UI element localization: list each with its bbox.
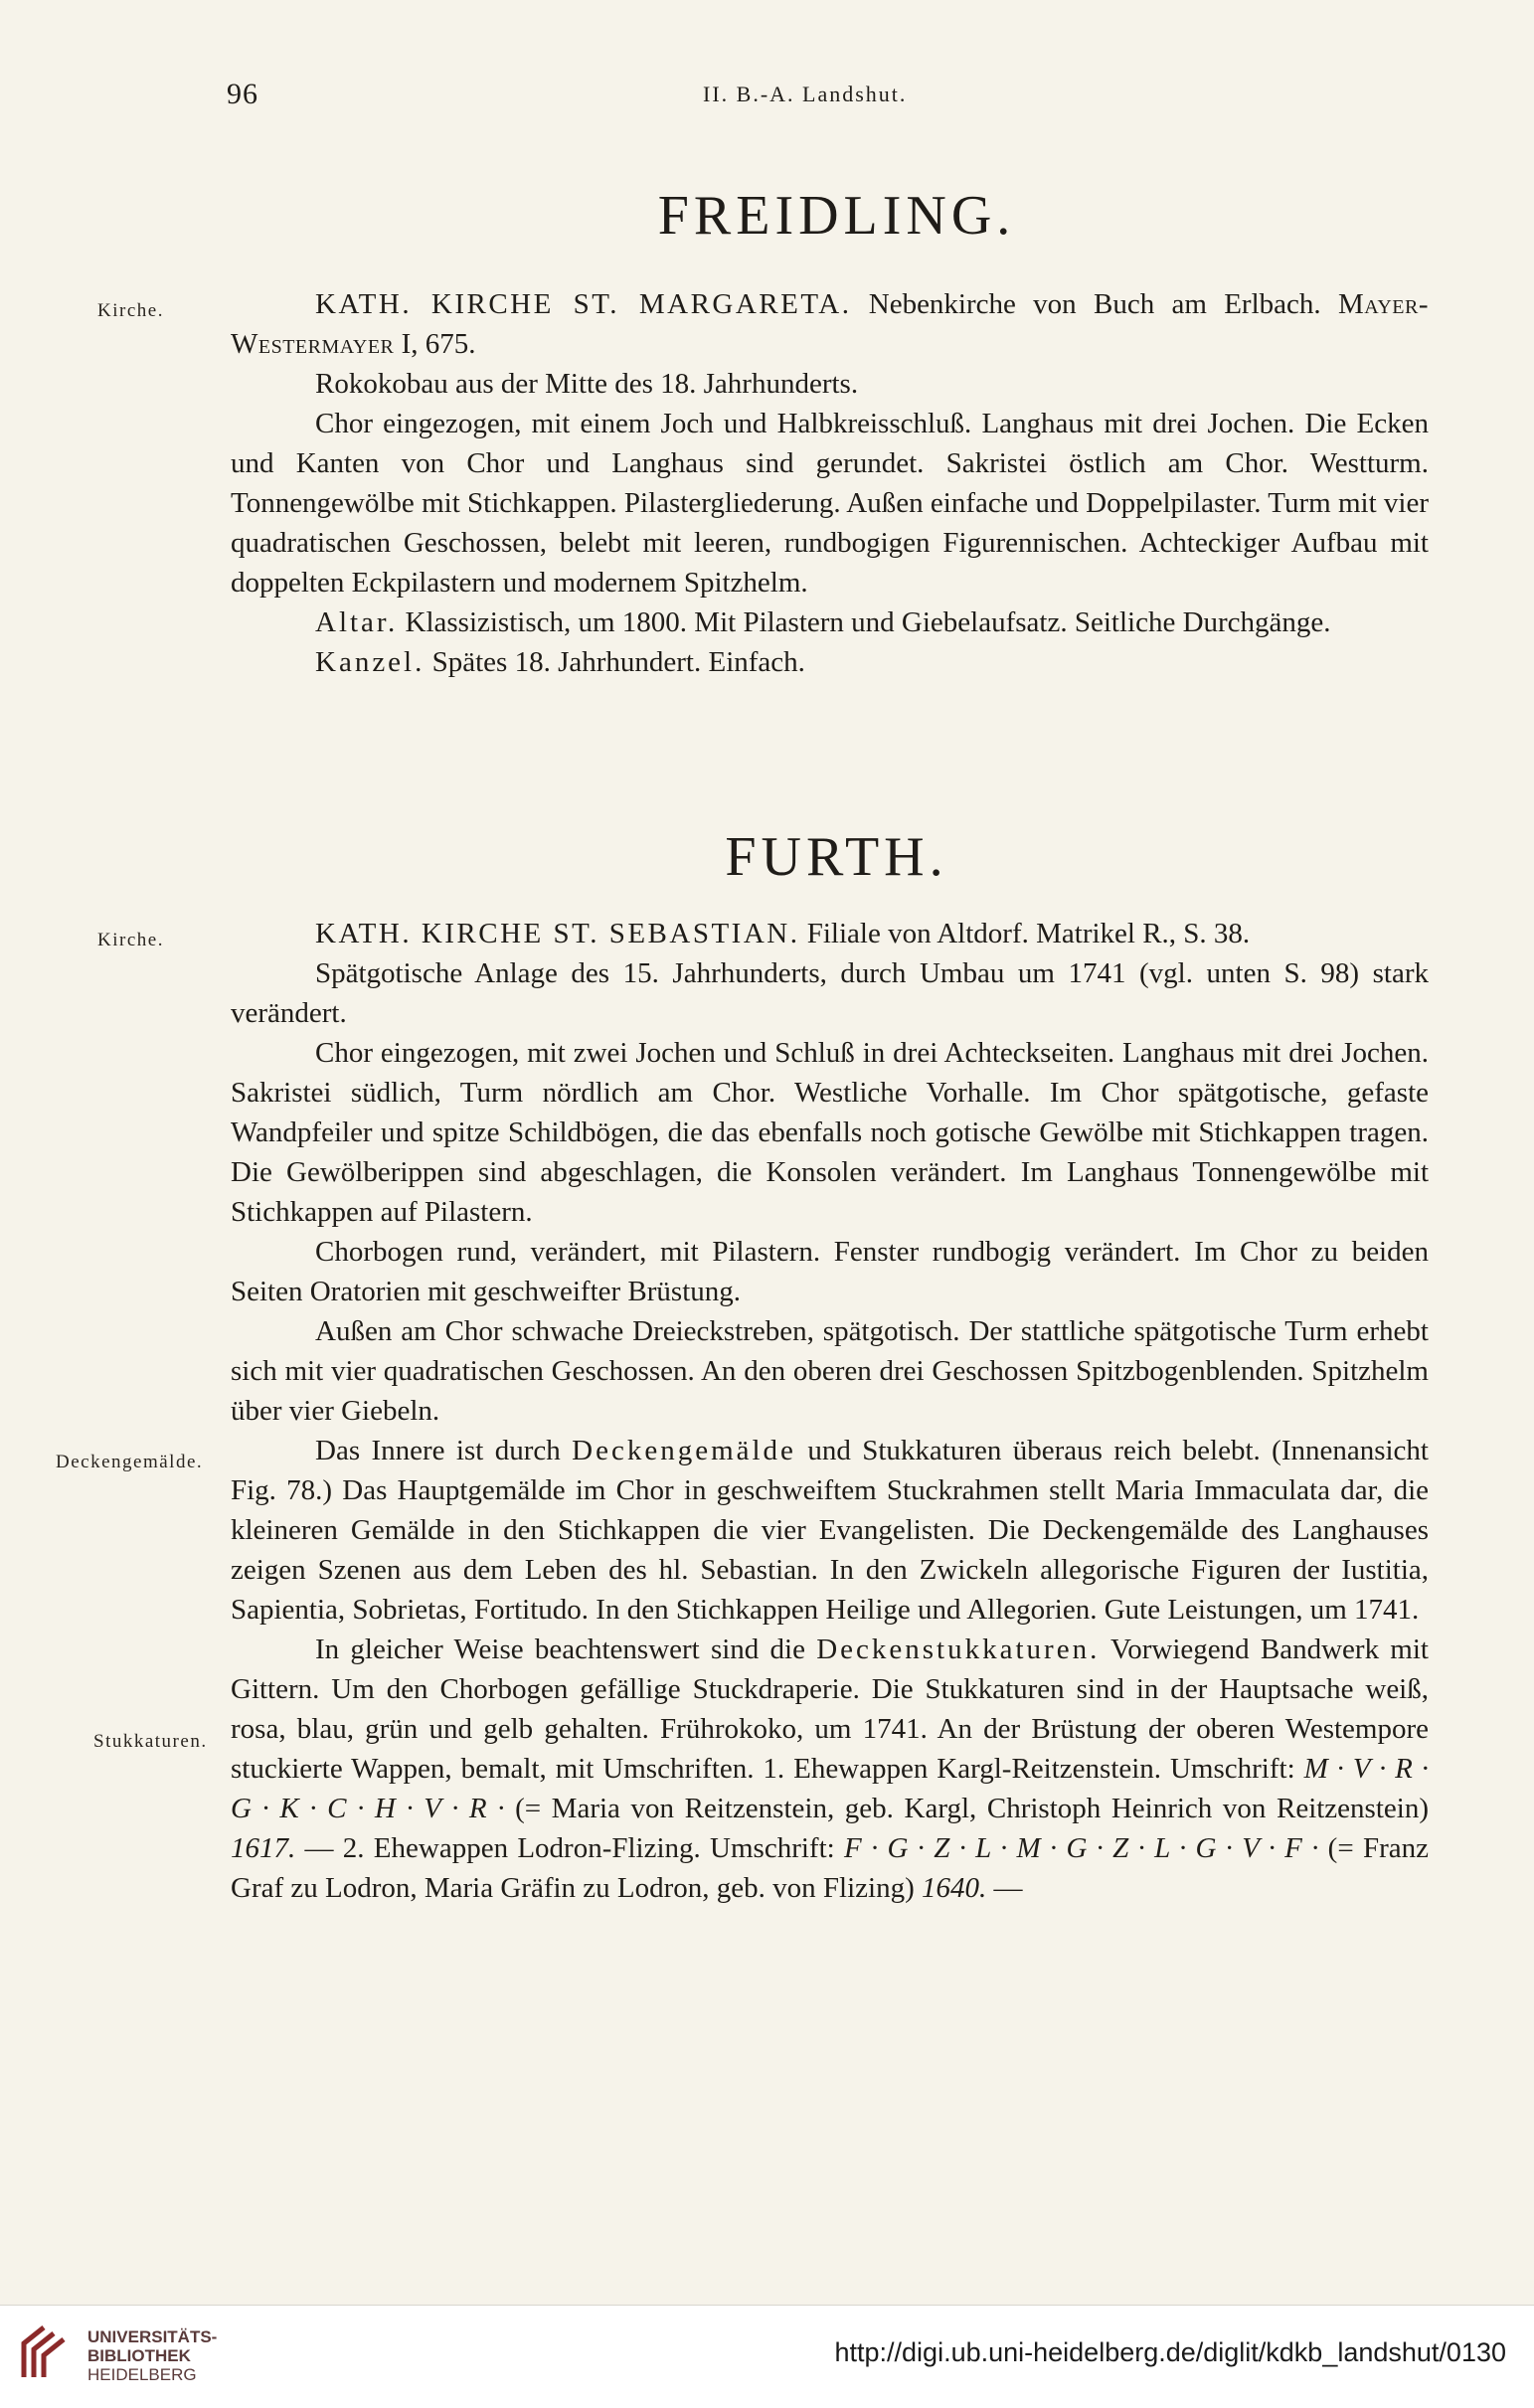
kanzel-text: Spätes 18. Jahrhundert. Einfach.	[425, 646, 805, 678]
altar-text: Klassizistisch, um 1800. Mit Pilastern und Giebelaufsatz. Seitliche Durchgänge.	[398, 606, 1331, 638]
deckengemaelde-paragraph	[231, 1431, 1429, 1630]
text-run: (= Franz Graf zu Lodron, Maria Gräfin zu Lodron, geb. von Flizing)	[231, 1832, 1429, 1904]
text-run: und Stukkaturen überaus reich belebt. (Innenansicht Fig. 78.) Das Hauptgemälde im Chor in geschweiftem Stuckrahmen stellt Maria Immaculata dar, die kleineren Gemälde in den Stichkappen die vier Evangelisten. Die Deckengemälde des Langhauses zeigen Szenen aus dem Leben des hl. Sebastian. In den Zwickeln allegorische Figuren der Iustitia, Sapientia, Sobrietas, Fortitudo. In den Stichkappen Heilige und Allegorien. Gute Leistungen, um 1741.	[231, 1435, 1429, 1626]
library-logo-icon	[18, 2322, 74, 2381]
lead-text: Nebenkirche von Buch am Erlbach.	[851, 288, 1321, 320]
kanzel-label: Kanzel.	[315, 646, 426, 678]
text-run: In gleicher Weise beachtenswert sind die	[315, 1634, 817, 1665]
altar-label: Altar.	[315, 606, 399, 638]
library-name-line: UNIVERSITÄTS-	[87, 2327, 218, 2346]
date: 1617.	[231, 1832, 296, 1864]
text-run: Das Innere ist durch	[315, 1435, 573, 1466]
lead-text: Filiale von Altdorf. Matrikel R., S. 38.	[799, 918, 1251, 949]
stukkaturen-paragraph	[231, 1630, 1429, 1908]
paragraph: Chorbogen rund, verändert, mit Pilastern. Fenster rundbogig verändert. Im Chor zu beiden Seiten Oratorien mit geschweifter Brüstung.	[231, 1236, 1429, 1307]
text-run: — 2. Ehewappen Lodron-Flizing. Umschrift:	[295, 1832, 844, 1864]
text-run: —	[986, 1872, 1023, 1904]
page-header	[0, 78, 1534, 117]
church-heading: KATH. KIRCHE ST. SEBASTIAN.	[315, 918, 800, 949]
library-name	[87, 2327, 217, 2384]
altar-paragraph	[231, 602, 1429, 642]
date: 1640.	[922, 1872, 987, 1904]
lead-paragraph	[231, 284, 1429, 364]
section-title-freidling: FREIDLING.	[657, 185, 1016, 247]
kanzel-paragraph	[231, 642, 1429, 682]
paragraph: Chor eingezogen, mit zwei Jochen und Schluß in drei Achteckseiten. Langhaus mit drei Jochen. Sakristei südlich, Turm nördlich am Chor. Westliche Vorhalle. Im Chor spätgotische, gefaste Wandpfeiler und spitze Schildbögen, die das ebenfalls noch gotische Gewölbe mit Stichkappen tragen. Die Gewölberippen sind abgeschlagen, die Konsolen verändert. Im Langhaus Tonnengewölbe mit Stichkappen auf Pilastern.	[231, 1037, 1429, 1228]
margin-note-kirche: Kirche.	[97, 930, 164, 950]
emphasized-term: Deckengemälde	[572, 1435, 796, 1466]
text-run: Vorwiegend Bandwerk mit Gittern. Um den Chorbogen gefällige Stuckdraperie. Die Stukkaturen sind in der Hauptsache weiß, rosa, blau, grün und gelb gehalten. Frührokoko, um 1741. An der Brüstung der oberen Westempore stuckierte Wappen, bemalt, mit Umschriften. 1. Ehewappen Kargl-Reitzenstein. Umschrift:	[231, 1634, 1429, 1785]
paragraph: Spätgotische Anlage des 15. Jahrhunderts, durch Umbau um 1741 (vgl. unten S. 98) stark verändert.	[231, 957, 1429, 1029]
running-head: II. B.-A. Landshut.	[703, 82, 908, 106]
text-run: (= Maria von Reitzenstein, geb. Kargl, Christoph Heinrich von Reitzenstein)	[504, 1793, 1429, 1824]
church-heading: KATH. KIRCHE ST. MARGARETA.	[315, 288, 852, 320]
section-title-furth: FURTH.	[725, 826, 948, 888]
page-number: 96	[227, 78, 258, 110]
paragraph: Rokokobau aus der Mitte des 18. Jahrhunderts.	[315, 368, 859, 400]
footer-bar	[0, 2305, 1534, 2408]
emphasized-term: Deckenstukkaturen.	[816, 1634, 1101, 1665]
paragraph: Außen am Chor schwache Dreieckstreben, spätgotisch. Der stattliche spätgotische Turm erhebt sich mit vier quadratischen Geschossen. An den oberen drei Geschossen Spitzbogenblenden. Spitzhelm über vier Giebeln.	[231, 1315, 1429, 1427]
inscription: M · V · R · G · K · C · H · V · R ·	[231, 1753, 1430, 1824]
library-name-line: BIBLIOTHEK	[87, 2346, 191, 2365]
margin-note-deckengemaelde: Deckengemälde.	[56, 1452, 204, 1472]
freidling-text	[231, 284, 1429, 682]
lead-paragraph	[231, 914, 1429, 953]
furth-text	[231, 914, 1429, 1908]
reference-page: I, 675.	[394, 328, 476, 360]
library-name-line: HEIDELBERG	[87, 2365, 197, 2384]
paragraph: Chor eingezogen, mit einem Joch und Halbkreisschluß. Langhaus mit drei Jochen. Die Ecken und Kanten von Chor und Langhaus sind gerundet. Sakristei östlich am Chor. Westturm. Tonnengewölbe mit Stichkappen. Pilastergliederung. Außen einfache und Doppelpilaster. Turm mit vier quadratischen Geschossen, belebt mit leeren, rundbogigen Figurennischen. Achteckiger Aufbau mit doppelten Eckpilastern und modernem Spitzhelm.	[231, 408, 1429, 599]
source-url-link[interactable]: http://digi.ub.uni-heidelberg.de/diglit/kdkb_landshut/0130	[834, 2337, 1506, 2367]
inscription: F · G · Z · L · M · G · Z · L · G · V · F ·	[843, 1832, 1319, 1864]
margin-note-kirche: Kirche.	[97, 300, 164, 321]
margin-note-stukkaturen: Stukkaturen.	[93, 1731, 208, 1752]
reference: Mayer-Westermayer	[231, 288, 1429, 360]
